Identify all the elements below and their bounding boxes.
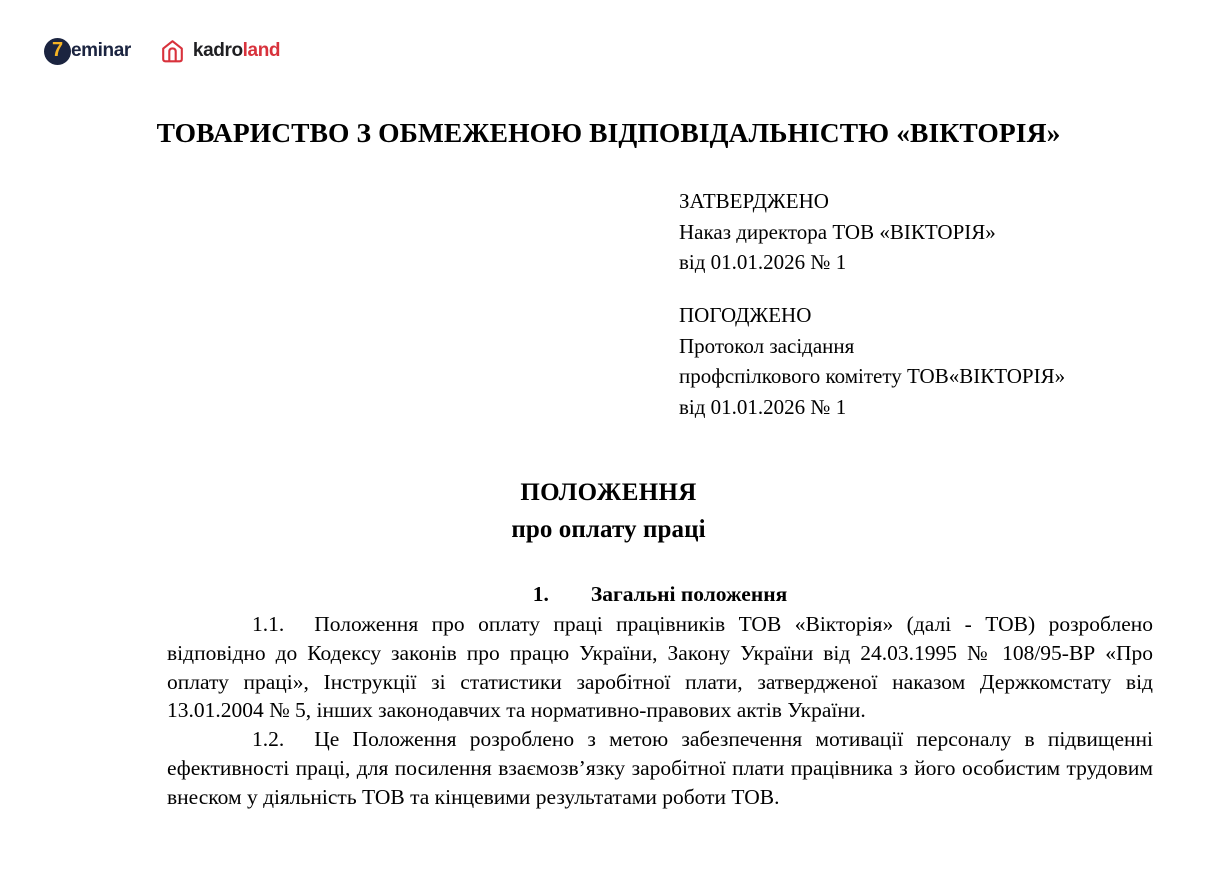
kadroland-house-icon [160, 39, 185, 64]
approval-label: ЗАТВЕРДЖЕНО [679, 189, 829, 213]
paragraph-number: 1.1. [252, 612, 285, 636]
section-number: 1. [532, 582, 549, 606]
paragraph-1-1 [167, 610, 1153, 725]
approval-label: ПОГОДЖЕНО [679, 303, 812, 327]
approval-date-line: від 01.01.2026 № 1 [679, 394, 847, 419]
paragraph-text: Це Положення розроблено з метою забезпечення мотивації персоналу в підвищенні ефективності праці, для посилення взаємозв’язку заробітної плати працівника з його особистим трудовим внеском у діяльність ТОВ та кінцевими результатами роботи ТОВ. [167, 727, 1153, 809]
approval-block-pogodzheno [679, 300, 1179, 422]
approval-block-zatverdzheno [679, 186, 1179, 278]
logo-kadroland[interactable] [160, 36, 280, 66]
seminar-circle-seven-icon [44, 38, 71, 65]
approval-date-line: від 01.01.2026 № 1 [679, 250, 847, 274]
regulation-heading-sub: про оплату праці [511, 516, 706, 543]
paragraph-text: Положення про оплату праці працівників ТОВ «Вікторія» (далі - ТОВ) розроблено відповідно до Кодексу законів про працю України, Закону України від 24.03.1995 № 108/95-ВР «Про оплату праці», Інструкції зі статистики заробітної плати, затвердженої наказом Держкомстату від 13.01.2004 № 5, інших законодавчих та нормативно-правових актів України. [167, 612, 1153, 723]
approval-order-line: Наказ директора ТОВ «ВІКТОРІЯ» [679, 219, 996, 244]
paragraph-1-2 [167, 725, 1153, 811]
section-title: Загальні положення [590, 582, 788, 606]
logo-seminar[interactable] [44, 36, 134, 66]
logo-kadroland-word-land: land [242, 40, 281, 61]
company-title: ТОВАРИСТВО З ОБМЕЖЕНОЮ ВІДПОВІДАЛЬНІСТЮ «ВІКТОРІЯ» [156, 117, 1061, 148]
section-heading-1 [167, 581, 1153, 607]
logo-seminar-wordmark: eminar [71, 40, 131, 61]
document-body [167, 610, 1153, 812]
approval-committee-line: профспілкового комітету ТОВ«ВІКТОРІЯ» [679, 364, 1066, 388]
logo-kadroland-word-kadro: kadro [192, 40, 243, 61]
seminar-seven-glyph: 7 [51, 39, 64, 61]
logo-kadroland-wordmark [193, 40, 280, 62]
regulation-heading [0, 474, 1217, 548]
header-logo-bar [44, 36, 280, 66]
approval-protocol-line: Протокол засідання [679, 333, 855, 358]
regulation-heading-main: ПОЛОЖЕННЯ [520, 479, 697, 506]
paragraph-number: 1.2. [252, 727, 285, 752]
